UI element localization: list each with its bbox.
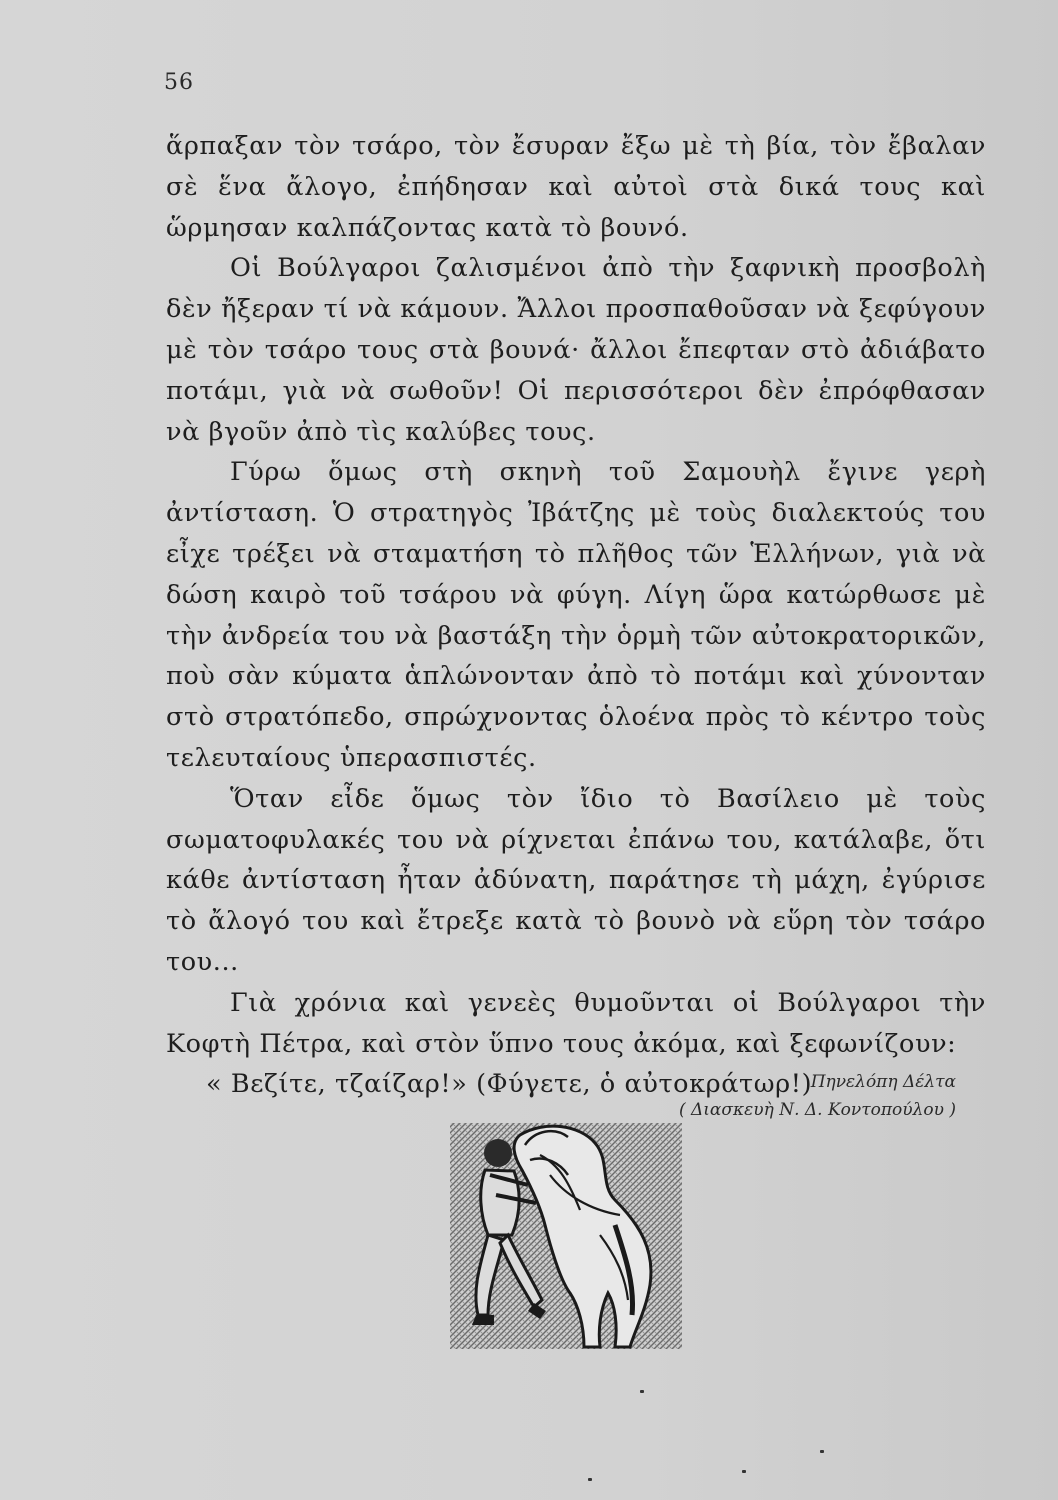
paragraph-5: Γιὰ χρόνια καὶ γενεὲς θυμοῦνται οἱ Βούλγαροι τὴν Κοφτὴ Πέτρα, καὶ στὸν ὕπνο τους ἀκόμα, καὶ ξεφωνίζουν: xyxy=(166,987,986,1059)
paragraph-1: ἅρπαξαν τὸν τσάρο, τὸν ἔσυραν ἔξω μὲ τὴ βία, τὸν ἔβαλαν σὲ ἕνα ἄλογο, ἐπήδησαν καὶ αὐτοὶ στὰ δικά τους καὶ ὥρμησαν καλπάζοντας κατὰ τὸ βουνό. xyxy=(166,131,986,243)
bulgarian-quote: « Βεζίτε, τζαίζαρ!» (Φύγετε, ὁ αὐτοκράτωρ!) xyxy=(206,1069,813,1100)
ink-speck xyxy=(820,1450,824,1453)
ink-speck xyxy=(640,1390,644,1393)
woodcut-man-with-horse-icon xyxy=(450,1115,690,1355)
paragraph-4: Ὅταν εἶδε ὅμως τὸν ἴδιο τὸ Βασίλειο μὲ τοὺς σωματοφυλακές του νὰ ρίχνεται ἐπάνω του, κατάλαβε, ὅτι κάθε ἀντίσταση ἦταν ἀδύνατη, παράτησε τὴ μάχη, ἐγύρισε τὸ ἄλογό του καὶ ἔτρεξε κατὰ τὸ βουνὸ νὰ εὕρη τὸν τσάρο του... xyxy=(166,783,986,977)
paragraph-2: Οἱ Βούλγαροι ζαλισμένοι ἀπὸ τὴν ξαφνικὴ προσβολὴ δὲν ἤξεραν τί νὰ κάμουν. Ἄλλοι προσπαθοῦσαν νὰ ξεφύγουν μὲ τὸν τσάρο τους στὰ βουνά· ἄλλοι ἔπεφταν στὸ ἀδιάβατο ποτάμι, γιὰ νὰ σωθοῦν! Οἱ περισσότεροι δὲν ἐπρόφθασαν νὰ βγοῦν ἀπὸ τὶς καλύβες τους. xyxy=(166,253,986,447)
body-text xyxy=(166,126,986,1105)
page-number: 56 xyxy=(164,70,194,95)
adaptation-credit: ( Διασκευὴ Ν. Δ. Κοντοπούλου ) xyxy=(678,1100,956,1120)
paragraph-3: Γύρω ὅμως στὴ σκηνὴ τοῦ Σαμουὴλ ἔγινε γερὴ ἀντίσταση. Ὁ στρατηγὸς Ἰβάτζης μὲ τοὺς διαλεκτούς του εἶχε τρέξει νὰ σταματήση τὸ πλῆθος τῶν Ἑλλήνων, γιὰ νὰ δώση καιρὸ τοῦ τσάρου νὰ φύγη. Λίγη ὥρα κατώρθωσε μὲ τὴν ἀνδρεία του νὰ βαστάξη τὴν ὁρμὴ τῶν αὐτοκρατορικῶν, ποὺ σὰν κύματα ἁπλώνονταν ἀπὸ τὸ ποτάμι καὶ χύνονταν στὸ στρατόπεδο, σπρώχνοντας ὁλοένα πρὸς τὸ κέντρο τοὺς τελευταίους ὑπερασπιστές. xyxy=(166,457,986,773)
ink-speck xyxy=(742,1470,746,1473)
author-credit xyxy=(679,1068,956,1124)
ink-speck xyxy=(588,1478,592,1481)
author-name: Πηνελόπη Δέλτα xyxy=(810,1072,956,1092)
